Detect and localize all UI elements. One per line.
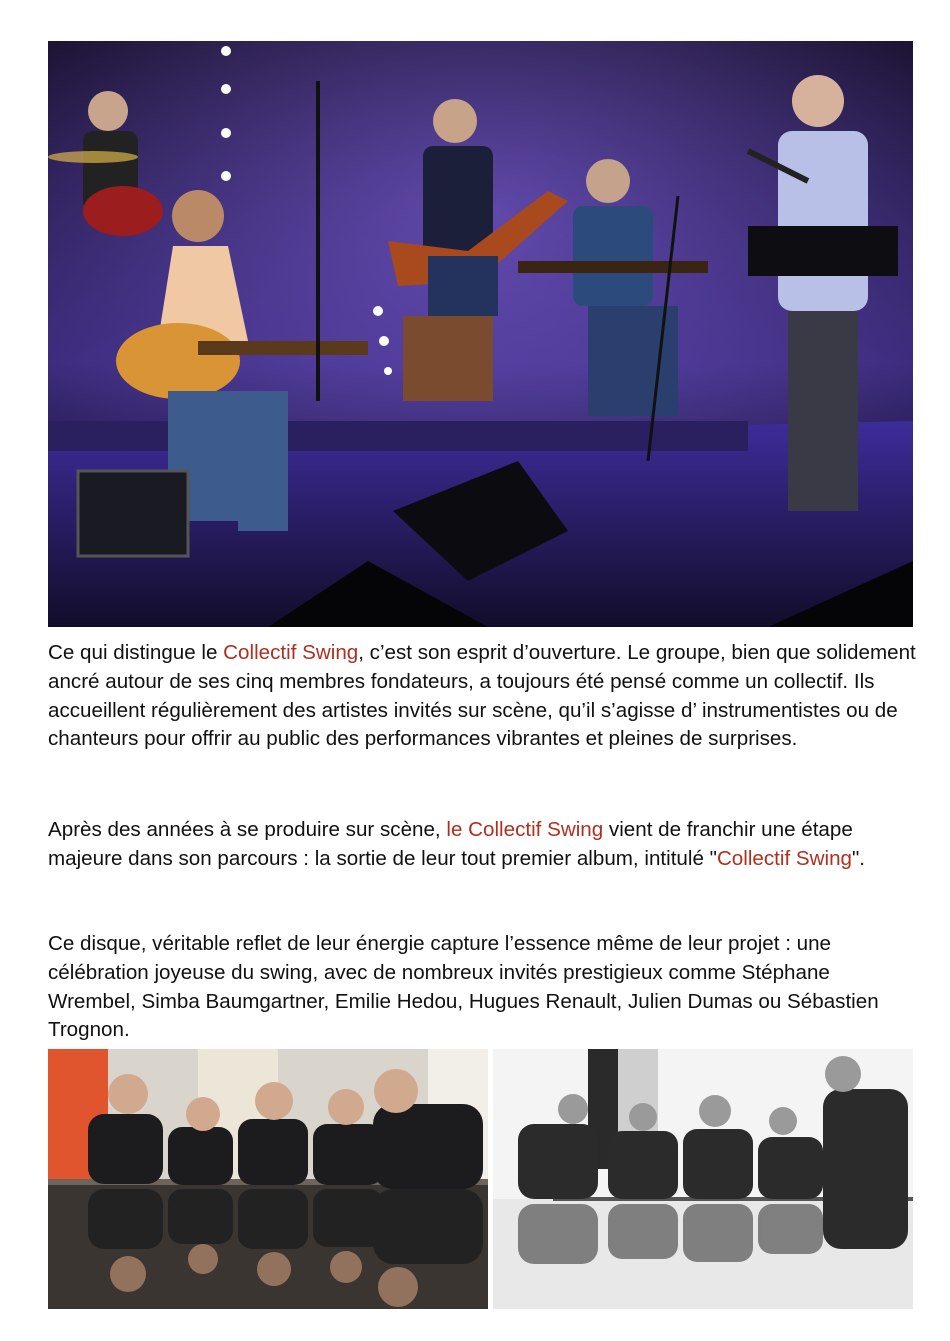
paragraph-disque: [48, 930, 918, 1045]
band-group-photo-bw: [493, 1049, 913, 1309]
paragraph-album-release: [48, 816, 918, 874]
paragraph-2-pre: Après des années à se produire sur scène,: [48, 818, 447, 841]
le-collectif-swing-highlight: le Collectif Swing: [446, 818, 604, 841]
paragraph-1-post: , c’est son esprit d’ouverture. Le groupe, bien que solidement ancré autour de ses cinq membres fondateurs, a toujours été pensé comme un collectif. Ils accueillent régulièrement des artistes invités sur scène, qu’il s’agisse d’ instrumentistes ou de chanteurs pour offrir au public des performances vibrantes et pleines de surprises.: [48, 641, 916, 751]
collectif-swing-highlight: Collectif Swing: [223, 641, 359, 664]
concert-stage-photo: [48, 41, 913, 627]
band-group-photo-color: [48, 1049, 488, 1309]
paragraph-ouverture: [48, 639, 918, 754]
paragraph-3-text: Ce disque, véritable reflet de leur énergie capture l’essence même de leur projet : une célébration joyeuse du swing, avec de nombreux invités prestigieux comme Stéphane Wrembel, Simba Baumgartner, Emilie Hedou, Hugues Renault, Julien Dumas ou Sébastien Trognon.: [48, 932, 879, 1042]
paragraph-1-pre: Ce qui distingue le: [48, 641, 224, 664]
paragraph-2-mid: vient de franchir une étape majeure dans son parcours : la sortie de leur tout premier album, intitulé ": [48, 818, 853, 870]
paragraph-2-post: ".: [852, 846, 866, 870]
album-title-highlight: Collectif Swing: [716, 846, 852, 870]
